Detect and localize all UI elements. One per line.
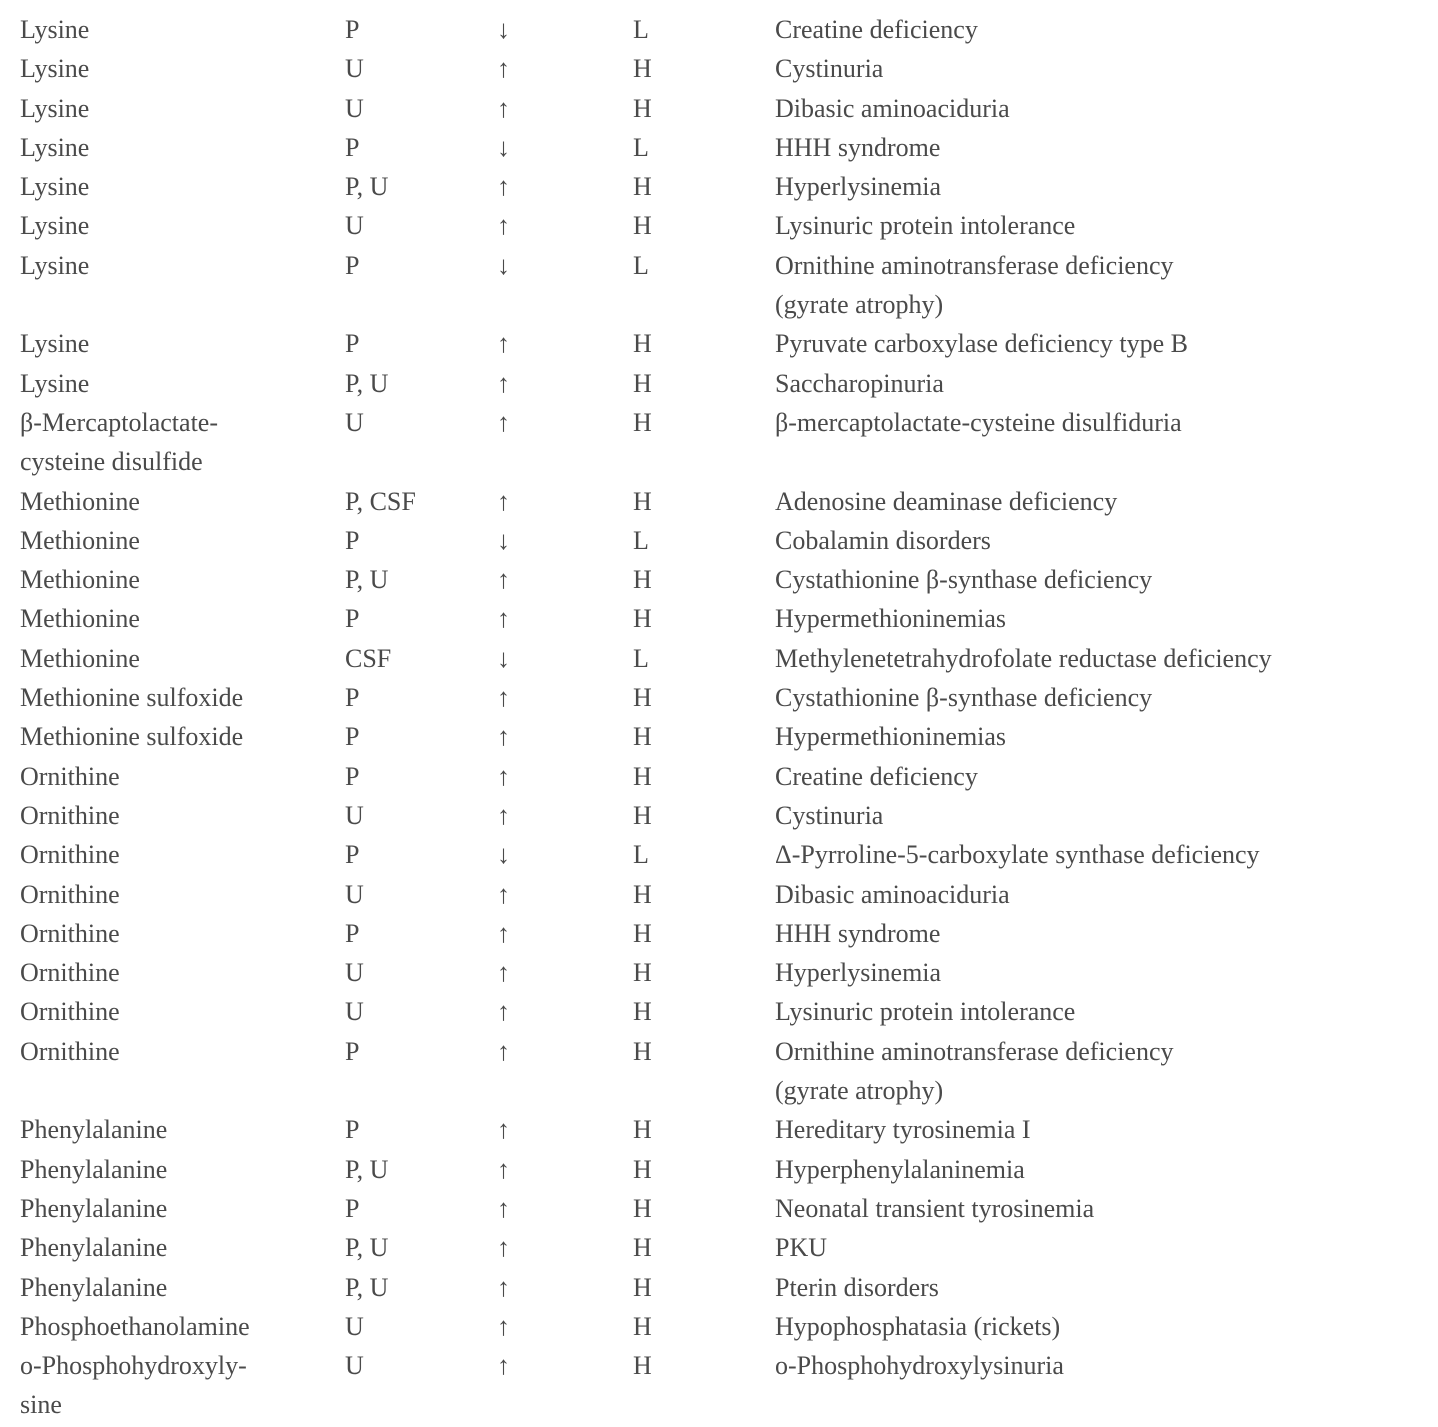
cell-specimen: P <box>345 678 497 717</box>
cell-disorder: HHH syndrome <box>775 128 1438 167</box>
cell-analyte: Ornithine <box>20 835 345 874</box>
cell-disorder: Ornithine aminotransferase deficiency (gyrate atrophy) <box>775 246 1438 325</box>
cell-disorder: Neonatal transient tyrosinemia <box>775 1189 1438 1228</box>
cell-specimen: U <box>345 89 497 128</box>
cell-level: H <box>633 482 775 521</box>
cell-disorder: HHH syndrome <box>775 914 1438 953</box>
cell-level: H <box>633 364 775 403</box>
table-row <box>20 206 1438 245</box>
cell-level: H <box>633 324 775 363</box>
cell-specimen: U <box>345 1307 497 1346</box>
cell-level: H <box>633 206 775 245</box>
cell-disorder: Δ-Pyrroline-5-carboxylate synthase deficiency <box>775 835 1438 874</box>
cell-level: H <box>633 89 775 128</box>
cell-specimen: P <box>345 914 497 953</box>
table-row <box>20 324 1438 363</box>
cell-disorder: Pterin disorders <box>775 1268 1438 1307</box>
table-row <box>20 482 1438 521</box>
cell-specimen: U <box>345 49 497 88</box>
cell-specimen: P <box>345 246 497 325</box>
table-row <box>20 639 1438 678</box>
cell-specimen: P, CSF <box>345 482 497 521</box>
table-row <box>20 246 1438 325</box>
table-row <box>20 1032 1438 1111</box>
table-row <box>20 1228 1438 1267</box>
table-row <box>20 796 1438 835</box>
cell-level: H <box>633 757 775 796</box>
cell-disorder: Methylenetetrahydrofolate reductase deficiency <box>775 639 1438 678</box>
amino-acid-disorder-table <box>20 10 1438 1425</box>
cell-analyte: Lysine <box>20 128 345 167</box>
cell-analyte: Methionine sulfoxide <box>20 717 345 756</box>
cell-direction: ↑ <box>497 1346 633 1425</box>
table-row <box>20 835 1438 874</box>
cell-direction: ↑ <box>497 953 633 992</box>
cell-direction: ↑ <box>497 206 633 245</box>
cell-direction: ↓ <box>497 10 633 49</box>
cell-level: H <box>633 875 775 914</box>
table-row <box>20 364 1438 403</box>
cell-level: L <box>633 128 775 167</box>
cell-direction: ↑ <box>497 1110 633 1149</box>
cell-disorder: PKU <box>775 1228 1438 1267</box>
cell-disorder: Lysinuric protein intolerance <box>775 206 1438 245</box>
cell-disorder: Cystathionine β-synthase deficiency <box>775 560 1438 599</box>
table-row <box>20 875 1438 914</box>
cell-analyte: Methionine <box>20 560 345 599</box>
cell-specimen: P, U <box>345 1228 497 1267</box>
cell-direction: ↑ <box>497 1307 633 1346</box>
cell-level: H <box>633 167 775 206</box>
cell-disorder: Hereditary tyrosinemia I <box>775 1110 1438 1149</box>
cell-specimen: P <box>345 1110 497 1149</box>
cell-analyte: Ornithine <box>20 953 345 992</box>
cell-level: H <box>633 992 775 1031</box>
cell-direction: ↑ <box>497 1032 633 1111</box>
cell-specimen: P <box>345 757 497 796</box>
cell-disorder: Ornithine aminotransferase deficiency (gyrate atrophy) <box>775 1032 1438 1111</box>
cell-analyte: Lysine <box>20 167 345 206</box>
cell-analyte: Ornithine <box>20 914 345 953</box>
table-row <box>20 757 1438 796</box>
cell-analyte: Lysine <box>20 206 345 245</box>
cell-analyte: Lysine <box>20 49 345 88</box>
cell-analyte: Phosphoethanolamine <box>20 1307 345 1346</box>
cell-level: H <box>633 953 775 992</box>
cell-specimen: P <box>345 128 497 167</box>
cell-analyte: Phenylalanine <box>20 1189 345 1228</box>
cell-level: H <box>633 49 775 88</box>
cell-disorder: Hyperlysinemia <box>775 167 1438 206</box>
cell-disorder: Hypophosphatasia (rickets) <box>775 1307 1438 1346</box>
cell-analyte: Lysine <box>20 246 345 325</box>
table-row <box>20 560 1438 599</box>
cell-disorder: Creatine deficiency <box>775 10 1438 49</box>
cell-analyte: Lysine <box>20 89 345 128</box>
cell-level: H <box>633 1307 775 1346</box>
cell-disorder: Hyperlysinemia <box>775 953 1438 992</box>
cell-specimen: P, U <box>345 1150 497 1189</box>
cell-analyte: Lysine <box>20 10 345 49</box>
cell-direction: ↑ <box>497 403 633 482</box>
cell-direction: ↑ <box>497 1189 633 1228</box>
cell-level: H <box>633 599 775 638</box>
cell-level: H <box>633 1110 775 1149</box>
cell-specimen: P <box>345 521 497 560</box>
cell-disorder: Pyruvate carboxylase deficiency type B <box>775 324 1438 363</box>
cell-analyte: Ornithine <box>20 796 345 835</box>
table-row <box>20 992 1438 1031</box>
cell-specimen: P <box>345 717 497 756</box>
cell-specimen: P <box>345 599 497 638</box>
cell-analyte: Methionine <box>20 482 345 521</box>
cell-disorder: Adenosine deaminase deficiency <box>775 482 1438 521</box>
cell-specimen: U <box>345 1346 497 1425</box>
cell-disorder: Dibasic aminoaciduria <box>775 89 1438 128</box>
table-row <box>20 1307 1438 1346</box>
cell-direction: ↓ <box>497 128 633 167</box>
cell-direction: ↑ <box>497 796 633 835</box>
cell-level: H <box>633 1268 775 1307</box>
cell-analyte: Ornithine <box>20 992 345 1031</box>
table-row <box>20 89 1438 128</box>
cell-analyte: Phenylalanine <box>20 1150 345 1189</box>
cell-analyte: Methionine <box>20 639 345 678</box>
cell-direction: ↓ <box>497 521 633 560</box>
cell-level: H <box>633 560 775 599</box>
cell-direction: ↑ <box>497 560 633 599</box>
cell-disorder: Saccharopinuria <box>775 364 1438 403</box>
cell-level: H <box>633 914 775 953</box>
cell-disorder: Cystinuria <box>775 49 1438 88</box>
cell-direction: ↓ <box>497 835 633 874</box>
cell-direction: ↑ <box>497 167 633 206</box>
cell-analyte: Lysine <box>20 324 345 363</box>
cell-level: H <box>633 403 775 482</box>
cell-specimen: U <box>345 206 497 245</box>
table-row <box>20 1150 1438 1189</box>
cell-level: H <box>633 1346 775 1425</box>
cell-analyte: Methionine <box>20 599 345 638</box>
cell-analyte: Ornithine <box>20 875 345 914</box>
table-row <box>20 49 1438 88</box>
cell-specimen: U <box>345 992 497 1031</box>
cell-disorder: Dibasic aminoaciduria <box>775 875 1438 914</box>
cell-direction: ↑ <box>497 757 633 796</box>
cell-direction: ↑ <box>497 324 633 363</box>
cell-direction: ↑ <box>497 717 633 756</box>
cell-level: H <box>633 678 775 717</box>
cell-specimen: P <box>345 835 497 874</box>
cell-level: L <box>633 246 775 325</box>
table-row <box>20 1268 1438 1307</box>
table-row <box>20 599 1438 638</box>
table-row <box>20 678 1438 717</box>
cell-analyte: Methionine sulfoxide <box>20 678 345 717</box>
cell-disorder: o-Phosphohydroxylysinuria <box>775 1346 1438 1425</box>
cell-specimen: P <box>345 324 497 363</box>
cell-analyte: Phenylalanine <box>20 1228 345 1267</box>
table-row <box>20 717 1438 756</box>
cell-direction: ↑ <box>497 678 633 717</box>
cell-level: H <box>633 1228 775 1267</box>
cell-analyte: Lysine <box>20 364 345 403</box>
cell-direction: ↑ <box>497 875 633 914</box>
cell-level: H <box>633 796 775 835</box>
cell-disorder: Hypermethioninemias <box>775 599 1438 638</box>
cell-direction: ↑ <box>497 992 633 1031</box>
cell-analyte: Phenylalanine <box>20 1110 345 1149</box>
table-row <box>20 1110 1438 1149</box>
cell-specimen: U <box>345 953 497 992</box>
cell-disorder: Creatine deficiency <box>775 757 1438 796</box>
cell-specimen: P <box>345 10 497 49</box>
table-row <box>20 953 1438 992</box>
table-row <box>20 521 1438 560</box>
cell-disorder: Cobalamin disorders <box>775 521 1438 560</box>
cell-direction: ↑ <box>497 49 633 88</box>
cell-analyte: o-Phosphohydroxyly- sine <box>20 1346 345 1425</box>
cell-direction: ↑ <box>497 364 633 403</box>
cell-level: H <box>633 1189 775 1228</box>
cell-analyte: Phenylalanine <box>20 1268 345 1307</box>
cell-analyte: Ornithine <box>20 757 345 796</box>
cell-level: L <box>633 10 775 49</box>
cell-disorder: Lysinuric protein intolerance <box>775 992 1438 1031</box>
cell-direction: ↑ <box>497 599 633 638</box>
cell-direction: ↑ <box>497 914 633 953</box>
cell-specimen: CSF <box>345 639 497 678</box>
cell-direction: ↓ <box>497 246 633 325</box>
cell-disorder: Hypermethioninemias <box>775 717 1438 756</box>
cell-specimen: P, U <box>345 560 497 599</box>
cell-direction: ↑ <box>497 1150 633 1189</box>
cell-direction: ↑ <box>497 1228 633 1267</box>
cell-specimen: U <box>345 875 497 914</box>
table-row <box>20 167 1438 206</box>
table-row <box>20 403 1438 482</box>
table-row <box>20 914 1438 953</box>
table-row <box>20 1189 1438 1228</box>
cell-specimen: U <box>345 796 497 835</box>
cell-specimen: P, U <box>345 167 497 206</box>
cell-analyte: Methionine <box>20 521 345 560</box>
table-row <box>20 128 1438 167</box>
cell-disorder: β-mercaptolactate-cysteine disulfiduria <box>775 403 1438 482</box>
cell-analyte: β-Mercaptolactate- cysteine disulfide <box>20 403 345 482</box>
cell-level: L <box>633 835 775 874</box>
cell-disorder: Cystathionine β-synthase deficiency <box>775 678 1438 717</box>
table-row <box>20 1346 1438 1425</box>
cell-specimen: P, U <box>345 364 497 403</box>
cell-level: H <box>633 717 775 756</box>
table-row <box>20 10 1438 49</box>
cell-level: L <box>633 639 775 678</box>
cell-direction: ↑ <box>497 1268 633 1307</box>
cell-analyte: Ornithine <box>20 1032 345 1111</box>
cell-specimen: P, U <box>345 1268 497 1307</box>
cell-level: L <box>633 521 775 560</box>
cell-specimen: U <box>345 403 497 482</box>
cell-direction: ↑ <box>497 482 633 521</box>
cell-direction: ↑ <box>497 89 633 128</box>
cell-level: H <box>633 1150 775 1189</box>
cell-specimen: P <box>345 1032 497 1111</box>
cell-specimen: P <box>345 1189 497 1228</box>
cell-disorder: Hyperphenylalaninemia <box>775 1150 1438 1189</box>
cell-direction: ↓ <box>497 639 633 678</box>
cell-disorder: Cystinuria <box>775 796 1438 835</box>
cell-level: H <box>633 1032 775 1111</box>
